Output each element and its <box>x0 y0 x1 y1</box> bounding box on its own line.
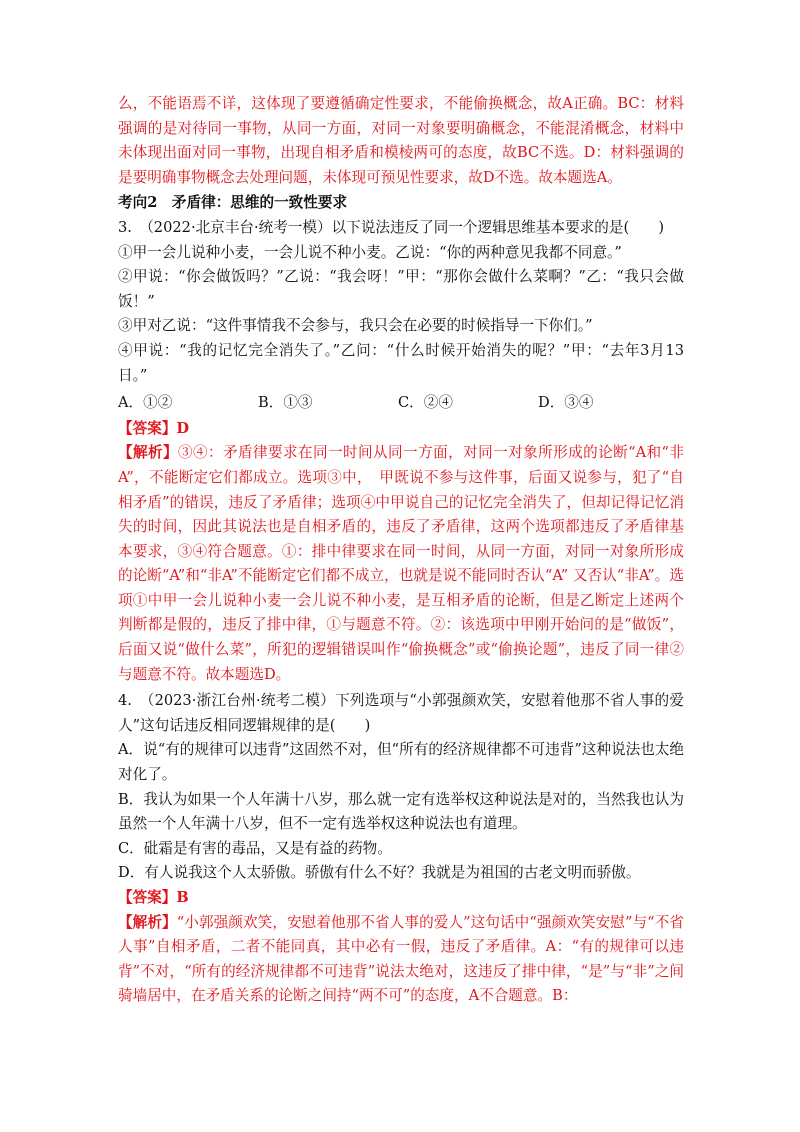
answer-value: D <box>176 419 190 437</box>
q4-option-c: C．砒霜是有害的毒品，又是有益的药物。 <box>118 839 392 857</box>
q3-option-b: B．①③ <box>258 394 313 412</box>
q3-item-3: ③甲对乙说：“这件事情我不会参与，我只会在必要的时候指导一下你们。” <box>118 317 593 335</box>
analysis-label: 【解析】 <box>118 913 177 931</box>
previous-explanation: 么，不能语焉不详，这体现了要遵循确定性要求，不能偷换概念，故A正确。BC：材料强调的是对待同一事物，从同一方面，对同一对象要明确概念，不能混淆概念，材料中未体现出面对同一事物，出现自相矛盾和模棱两可的态度，故BC不选。D：材料强调的是要明确事物概念去处理问题，未体现可预见性要求，故D不选。故本题选A。 <box>118 95 684 186</box>
analysis-text: “小郭强颜欢笑，安慰着他那不省人事的爱人”这句话中“强颜欢笑安慰”与“不省人事”自相矛盾，二者不能同真，其中必有一假，违反了矛盾律。A：“有的规律可以违背”不对，“所有的经济规律都不可违背”说法太绝对，这违反了排中律，“是”与“非”之间骑墙居中，在矛盾关系的论断之间持“两不可”的态度，A不合题意。B： <box>118 913 684 1005</box>
q4-stem: 4. （2023·浙江台州·统考二模）下列选项与“小郭强颜欢笑，安慰着他那不省人事的爱人”这句话违反相同逻辑规律的是( ) <box>118 692 684 734</box>
q3-stem: 3. （2022·北京丰台·统考一模）以下说法违反了同一个逻辑思维基本要求的是( ) <box>118 218 665 236</box>
answer-value: B <box>176 889 189 906</box>
analysis-label: 【解析】 <box>118 444 179 462</box>
q3-item-1: ①甲一会儿说种小麦，一会儿说不种小麦。乙说：“你的两种意见我都不同意。” <box>118 243 622 261</box>
q4-option-a: A．说“有的规律可以违背”这固然不对，但“所有的经济规律都不可违背”这种说法也太绝对化了。 <box>118 741 684 784</box>
answer-label: 【答案】 <box>118 889 177 906</box>
q3-option-a: A．①② <box>118 394 173 412</box>
q4-option-b: B．我认为如果一个人年满十八岁，那么就一定有选举权这种说法是对的，当然我也认为虽然一个人年满十八岁，但不一定有选举权这种说法也有道理。 <box>118 790 684 833</box>
q4-analysis <box>118 911 684 1009</box>
analysis-text: ③④：矛盾律要求在同一时间从同一方面，对同一对象所形成的论断“A和“非A”，不能断定它们都成立。选项③中， 甲既说不参与这件事，后面又说参与，犯了“自相矛盾”的错误，违反了矛盾律；选项④中甲说自己的记忆完全消失了，但却记得记忆消失的时间，因此其说法也是自相矛盾的，违反了矛盾律，这两个选项都违反了矛盾律基本要求，③④符合题意。①：排中律要求在同一时间，从同一方面，对同一对象所形成的论断“A”和“非A”不能断定它们都不成立，也就是说不能同时否认“A” 又否认“非A”。选项①中甲一会儿说种小麦一会儿说不种小麦，是互相矛盾的论断，但是乙断定上述两个判断都是假的，违反了排中律，①与题意不符。②：该选项中甲刚开始问的是“做饭”，后面又说“做什么菜”，所犯的逻辑错误叫作“偷换概念”或“偷换论题”，违反了同一律②与题意不符。故本题选D。 <box>118 444 684 683</box>
q4-answer <box>118 886 684 911</box>
q3-option-d: D．③④ <box>538 394 594 412</box>
q3-option-c: C．②④ <box>398 394 453 412</box>
q3-options <box>118 391 684 416</box>
q3-item-4: ④甲说：“我的记忆完全消失了。”乙问：“什么时候开始消失的呢？”甲：“去年3月13日。” <box>118 341 684 384</box>
q3-answer <box>118 417 684 442</box>
document-page <box>118 92 684 1009</box>
q3-analysis <box>118 441 684 687</box>
q3-item-2: ②甲说：“你会做饭吗？”乙说：“我会呀！”甲：“那你会做什么菜啊？”乙：“我只会做饭！” <box>118 268 684 310</box>
answer-label: 【答案】 <box>118 419 177 437</box>
section-heading: 考向2 矛盾律：思维的一致性要求 <box>118 194 348 212</box>
q4-option-d: D．有人说我这个人太骄傲。骄傲有什么不好？我就是为祖国的古老文明而骄傲。 <box>118 864 641 882</box>
